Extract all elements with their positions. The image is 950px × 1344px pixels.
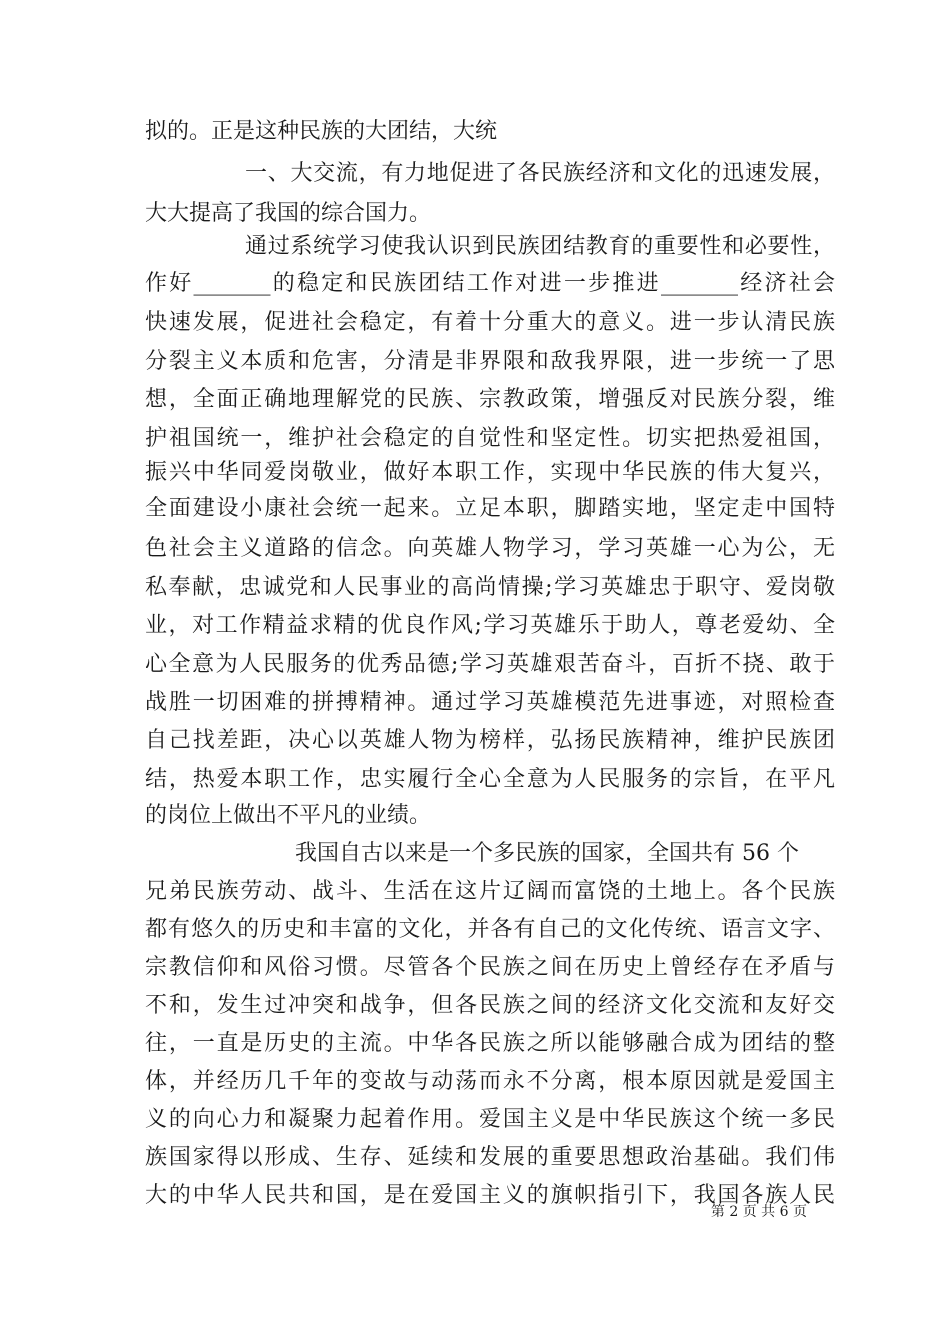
text-line: 通过系统学习使我认识到民族团结教育的重要性和必要性， bbox=[245, 234, 835, 259]
text-line: 想，全面正确地理解党的民族、宗教政策，增强反对民族分裂，维 bbox=[145, 387, 835, 412]
text-line: 结，热爱本职工作，忠实履行全心全意为人民服务的宗旨，在平凡 bbox=[145, 767, 835, 792]
text-line: 一、大交流，有力地促进了各民族经济和文化的迅速发展， bbox=[245, 161, 835, 186]
text-line: 兄弟民族劳动、战斗、生活在这片辽阔而富饶的土地上。各个民族 bbox=[145, 879, 835, 904]
text-line: 业，对工作精益求精的优良作风;学习英雄乐于助人，尊老爱幼、全 bbox=[145, 613, 835, 638]
page-number: 第 2 页 共 6 页 bbox=[710, 1204, 807, 1220]
text-line: 振兴中华同爱岗敬业，做好本职工作，实现中华民族的伟大复兴， bbox=[145, 460, 835, 485]
text-line: 全面建设小康社会统一起来。立足本职，脚踏实地，坚定走中国特 bbox=[145, 496, 835, 521]
text-line: 都有悠久的历史和丰富的文化，并各有自己的文化传统、语言文字、 bbox=[145, 917, 835, 942]
text-line: 义的向心力和凝聚力起着作用。爱国主义是中华民族这个统一多民 bbox=[145, 1107, 835, 1132]
text-line: 大大提高了我国的综合国力。 bbox=[145, 201, 432, 226]
text-line: 快速发展，促进社会稳定，有着十分重大的意义。进一步认清民族 bbox=[145, 310, 835, 335]
text-line: 作好_______的稳定和民族团结工作对进一步推进_______经济社会 bbox=[145, 271, 835, 296]
text-line: 分裂主义本质和危害，分清是非界限和敌我界限，进一步统一了思 bbox=[145, 349, 835, 374]
text-line: 族国家得以形成、生存、延续和发展的重要思想政治基础。我们伟 bbox=[145, 1145, 835, 1170]
text-line: 护祖国统一，维护社会稳定的自觉性和坚定性。切实把热爱祖国， bbox=[145, 426, 835, 451]
text-line: 心全意为人民服务的优秀品德;学习英雄艰苦奋斗，百折不挠、敢于 bbox=[145, 652, 835, 677]
text-line: 私奉献，忠诚党和人民事业的高尚情操;学习英雄忠于职守、爱岗敬 bbox=[145, 575, 835, 600]
text-line: 色社会主义道路的信念。向英雄人物学习，学习英雄一心为公，无 bbox=[145, 536, 835, 561]
text-line: 拟的。正是这种民族的大团结，大统 bbox=[145, 119, 498, 144]
text-line: 往，一直是历史的主流。中华各民族之所以能够融合成为团结的整 bbox=[145, 1031, 835, 1056]
text-line: 战胜一切困难的拼搏精神。通过学习英雄模范先进事迹，对照检查 bbox=[145, 690, 835, 715]
text-line: 的岗位上做出不平凡的业绩。 bbox=[145, 803, 432, 828]
text-line: 大的中华人民共和国，是在爱国主义的旗帜指引下，我国各族人民 bbox=[145, 1183, 835, 1208]
text-line: 不和，发生过冲突和战争，但各民族之间的经济文化交流和友好交 bbox=[145, 993, 835, 1018]
text-line: 自己找差距，决心以英雄人物为榜样，弘扬民族精神，维护民族团 bbox=[145, 728, 835, 753]
text-line: 宗教信仰和风俗习惯。尽管各个民族之间在历史上曾经存在矛盾与 bbox=[145, 955, 835, 980]
text-line: 我国自古以来是一个多民族的国家，全国共有 56 个 bbox=[295, 841, 799, 866]
text-line: 体，并经历几千年的变故与动荡而永不分离，根本原因就是爱国主 bbox=[145, 1069, 835, 1094]
